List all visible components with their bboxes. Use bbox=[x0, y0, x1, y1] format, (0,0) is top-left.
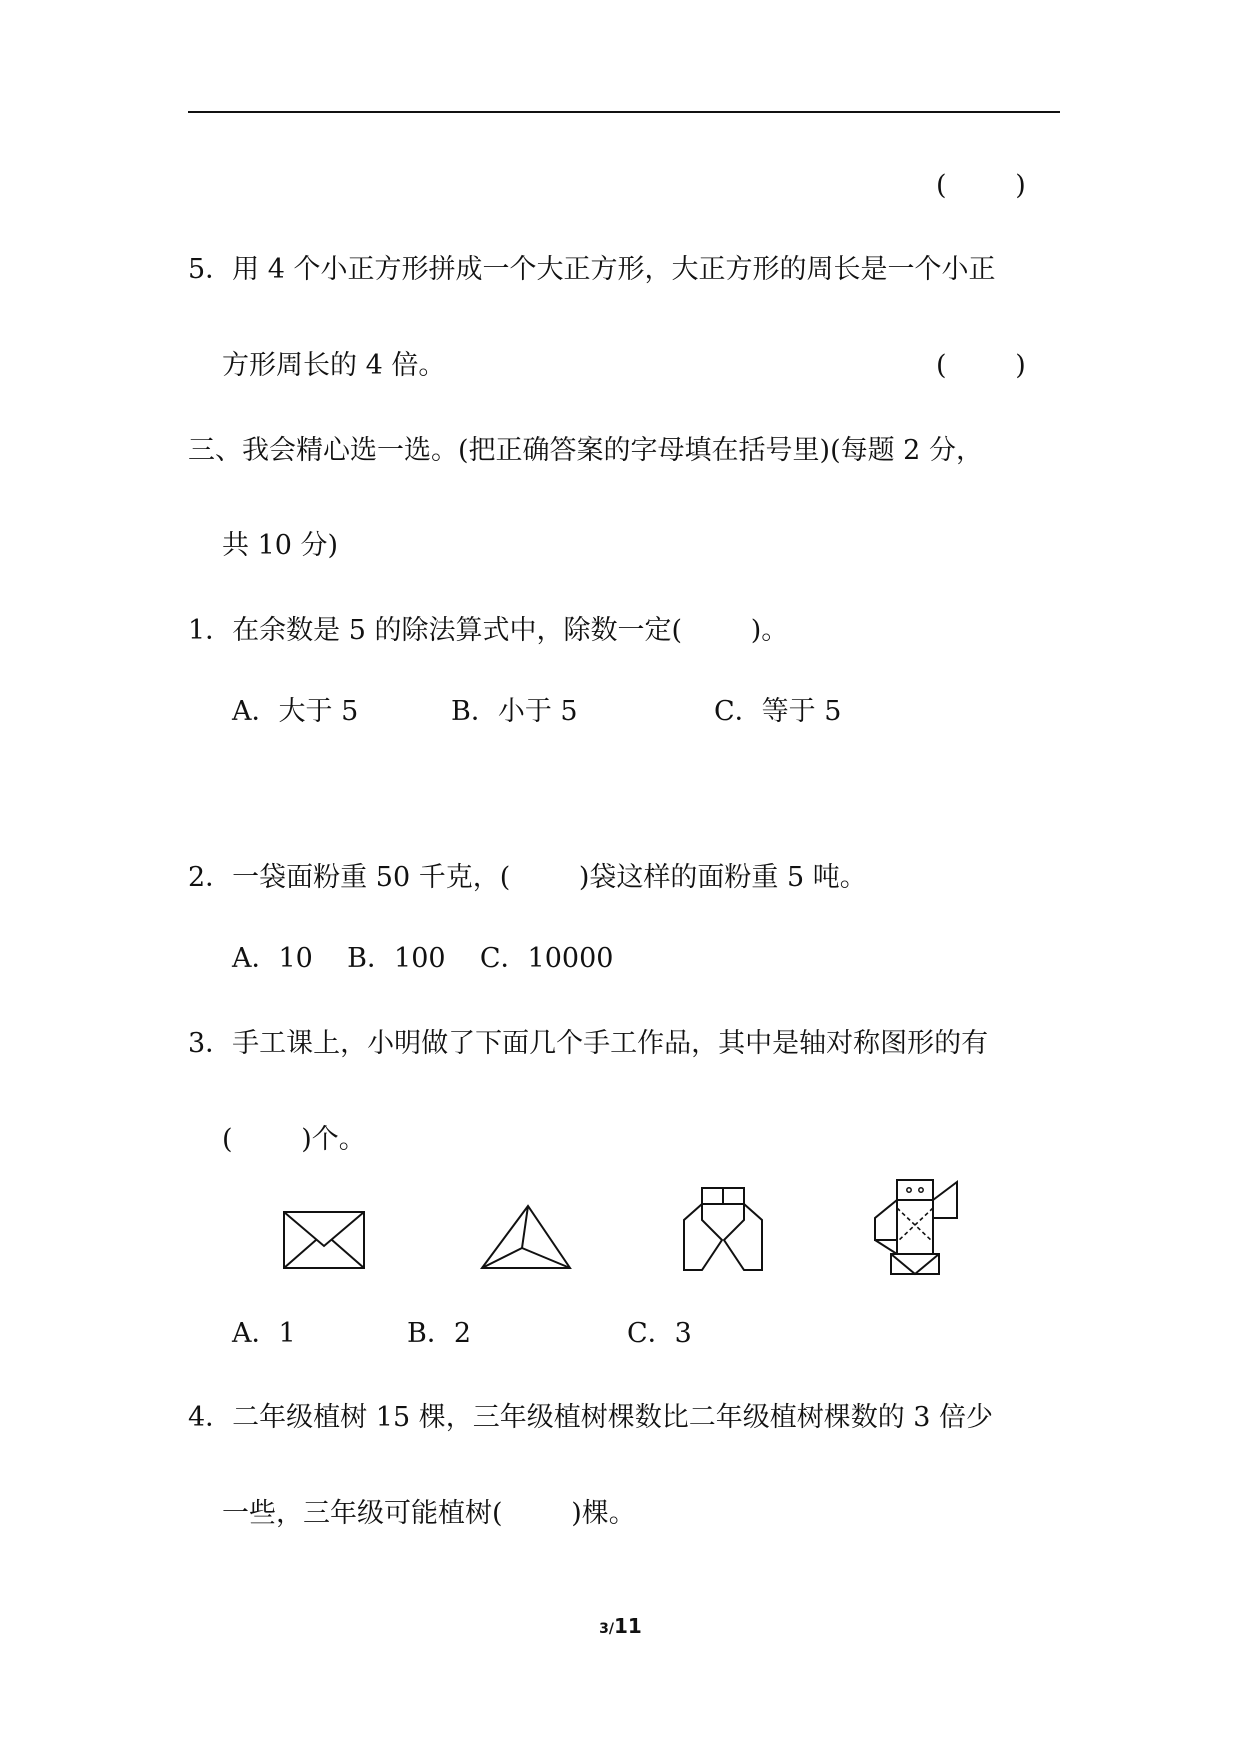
shirt-figure bbox=[682, 1186, 764, 1272]
envelope-figure bbox=[282, 1210, 366, 1270]
page-separator: / bbox=[608, 1621, 615, 1637]
q5-text-line2: 方形周长的 4 倍。 bbox=[222, 350, 446, 381]
c1-option-a: A．大于 5 bbox=[232, 696, 359, 727]
c2-stem: 2．一袋面粉重 50 千克，( )袋这样的面粉重 5 吨。 bbox=[188, 862, 867, 893]
c1-stem: 1．在余数是 5 的除法算式中，除数一定( )。 bbox=[188, 615, 789, 646]
c2-options: A．10 B．100 C．10000 bbox=[232, 943, 614, 974]
section3-title-line2: 共 10 分) bbox=[222, 530, 339, 561]
c4-text-line2: 一些，三年级可能植树( )棵。 bbox=[222, 1498, 636, 1529]
page-current: 3 bbox=[599, 1621, 609, 1637]
q5-answer-paren: ( ) bbox=[936, 350, 1026, 381]
c1-option-b: B．小于 5 bbox=[451, 696, 578, 727]
section3-title-line1: 三、我会精心选一选。(把正确答案的字母填在括号里)(每题 2 分， bbox=[188, 435, 983, 466]
q5-text-line1: 5．用 4 个小正方形拼成一个大正方形，大正方形的周长是一个小正 bbox=[188, 254, 996, 285]
page-total: 11 bbox=[614, 1614, 642, 1638]
q4-answer-paren: ( ) bbox=[936, 170, 1026, 201]
c3-text-line1: 3．手工课上，小明做了下面几个手工作品，其中是轴对称图形的有 bbox=[188, 1028, 989, 1059]
c3-option-c: C．3 bbox=[627, 1318, 692, 1349]
c3-option-b: B．2 bbox=[407, 1318, 472, 1349]
c1-option-c: C．等于 5 bbox=[714, 696, 842, 727]
page-number bbox=[0, 1613, 1241, 1642]
c3-text-line2: ( )个。 bbox=[222, 1124, 366, 1155]
header-rule bbox=[188, 111, 1060, 113]
owl-figure bbox=[873, 1178, 959, 1276]
paper-plane-figure bbox=[480, 1204, 572, 1272]
c4-text-line1: 4．二年级植树 15 棵，三年级植树棵数比二年级植树棵数的 3 倍少 bbox=[188, 1402, 994, 1433]
c3-option-a: A．1 bbox=[232, 1318, 296, 1349]
